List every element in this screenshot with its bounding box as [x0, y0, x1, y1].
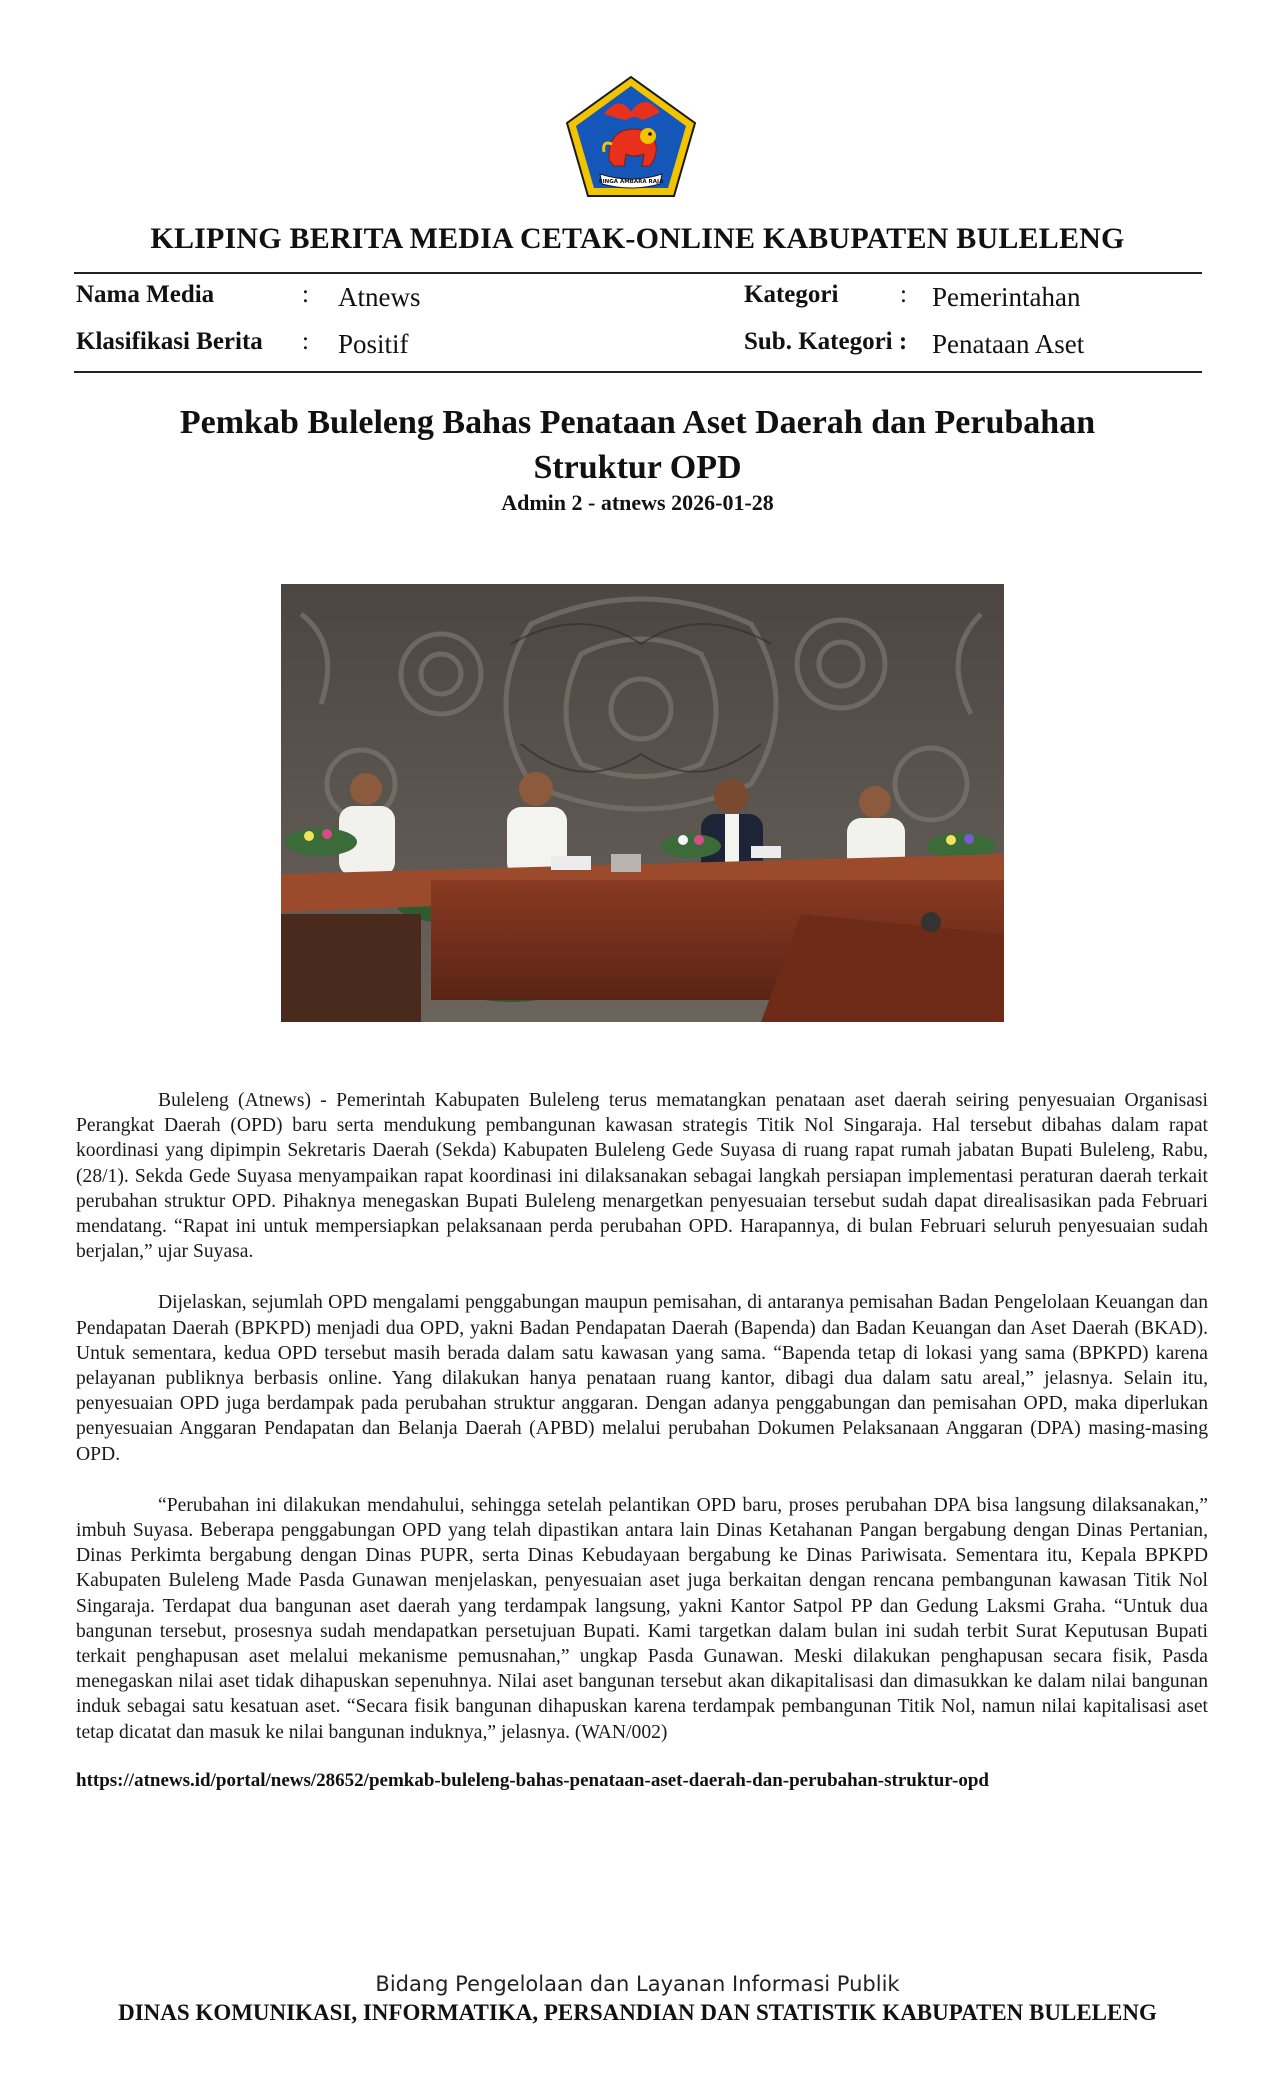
media-name-separator: : — [302, 281, 309, 308]
singa-ambara-raja-crest — [564, 74, 698, 200]
category-value: Pemerintahan — [932, 282, 1081, 312]
article-headline: Pemkab Buleleng Bahas Penataan Aset Daerah dan Perubahan Struktur OPD — [179, 404, 1096, 486]
document-title: KLIPING BERITA MEDIA CETAK-ONLINE KABUPATEN BULELENG — [150, 222, 1125, 255]
article-paragraph-3: “Perubahan ini dilakukan mendahului, sehingga setelah pelantikan OPD baru, proses perubahan DPA bisa langsung dilaksanakan,” imbuh Suyasa. Beberapa penggabungan OPD yang telah dipastikan antara lain Dinas Ketahanan Pangan bergabung dengan Dinas Pertanian, Dinas Perkimta bergabung dengan Dinas PUPR, serta Dinas Kebudayaan bergabung ke Dinas Pariwisata. Sementara itu, Kepala BPKPD Kabupaten Buleleng Made Pasda Gunawan menjelaskan, penyesuaian aset juga berkaitan dengan rencana pembangunan kawasan Titik Nol Singaraja. Terdapat dua bangunan aset daerah yang terdampak langsung, yakni Kantor Satpol PP dan Gedung Laksmi Graha. “Untuk dua bangunan tersebut, prosesnya sudah mendapatkan persetujuan Bupati. Kami targetkan dalam bulan ini sudah terbit Surat Keputusan Bupati terkait penghapusan aset melalui mekanisme pemusnahan,” ungkap Pasda Gunawan. Meski dilakukan penghapusan secara fisik, Pasda menegaskan nilai aset tidak dihapuskan sepenuhnya. Nilai aset bangunan tersebut akan dikapitalisasi dan dimasukkan ke dalam nilai bangunan induk sebagai satu kesatuan aset. “Secara fisik bangunan dihapuskan karena terdampak pembangunan Titik Nol, namun nilai kapitalisasi aset tetap dicatat dan masuk ke nilai bangunan induknya,” jelasnya. (WAN/002) — [76, 1494, 1208, 1743]
subcategory-value: Penataan Aset — [932, 329, 1085, 359]
subcategory-label: Sub. Kategori : — [744, 328, 908, 355]
regency-logo — [564, 74, 698, 200]
footer-department-name: DINAS KOMUNIKASI, INFORMATIKA, PERSANDIAN DAN STATISTIK KABUPATEN BULELENG — [118, 2000, 1157, 2025]
category-label: Kategori — [744, 281, 839, 308]
article-paragraph-1: Buleleng (Atnews) - Pemerintah Kabupaten Buleleng terus mematangkan penataan aset daerah seiring penyesuaian Organisasi Perangkat Daerah (OPD) baru serta mendukung pembangunan kawasan strategis Titik Nol Singaraja. Hal tersebut dibahas dalam rapat koordinasi yang dipimpin Sekretaris Daerah (Sekda) Kabupaten Buleleng Gede Suyasa di ruang rapat rumah jabatan Bupati Buleleng, Rabu, (28/1). Sekda Gede Suyasa menyampaikan rapat koordinasi ini dilaksanakan sebagai langkah persiapan implementasi peraturan daerah terkait perubahan struktur OPD. Pihaknya menegaskan Bupati Buleleng menargetkan penyesuaian tersebut sudah dapat direalisasikan pada Februari mendatang. “Rapat ini untuk mempersiapkan pelaksanaan perda perubahan OPD. Harapannya, di bulan Februari seluruh penyesuaian sudah berjalan,” ujar Suyasa. — [76, 1090, 1208, 1263]
meeting-photo-illustration — [281, 584, 1004, 1022]
article-paragraph-2: Dijelaskan, sejumlah OPD mengalami penggabungan maupun pemisahan, di antaranya pemisahan Badan Pengelolaan Keuangan dan Pendapatan Daerah (BPKPD) menjadi dua OPD, yakni Badan Pendapatan Daerah (Bapenda) dan Badan Keuangan dan Aset Daerah (BKAD). Untuk sementara, kedua OPD tersebut masih berada dalam satu kawasan yang sama. “Bapenda tetap di lokasi yang sama (BPKPD) karena pelayanan publiknya berbasis online. Yang dilakukan hanya penataan ruang kantor, dibagi dua dalam satu areal,” jelasnya. Selain itu, penyesuaian OPD juga berdampak pada perubahan struktur anggaran. Dengan adanya penggabungan dan pemisahan OPD, maka diperlukan penyesuaian Anggaran Pendapatan dan Belanja Daerah (APBD) melalui perubahan Dokumen Pelaksanaan Anggaran (DPA) masing-masing OPD. — [76, 1292, 1208, 1465]
header-top-divider — [74, 272, 1202, 274]
article-photo — [281, 584, 1004, 1022]
media-name-value: Atnews — [338, 282, 421, 312]
category-separator: : — [900, 281, 907, 308]
source-url-link[interactable]: https://atnews.id/portal/news/28652/pemkab-buleleng-bahas-penataan-aset-daerah-dan-perubahan-struktur-opd — [76, 1770, 989, 1791]
classification-value: Positif — [338, 329, 409, 359]
article-byline: Admin 2 - atnews 2026-01-28 — [501, 490, 774, 515]
classification-label: Klasifikasi Berita — [76, 328, 263, 355]
classification-separator: : — [302, 328, 309, 355]
footer-unit-name: Bidang Pengelolaan dan Layanan Informasi Publik — [375, 1972, 900, 1996]
article-body — [76, 1088, 1208, 1771]
header-bottom-divider — [74, 371, 1202, 373]
logo-motto-text: SINGA AMBARA RAJA — [598, 179, 664, 185]
media-name-label: Nama Media — [76, 281, 215, 308]
